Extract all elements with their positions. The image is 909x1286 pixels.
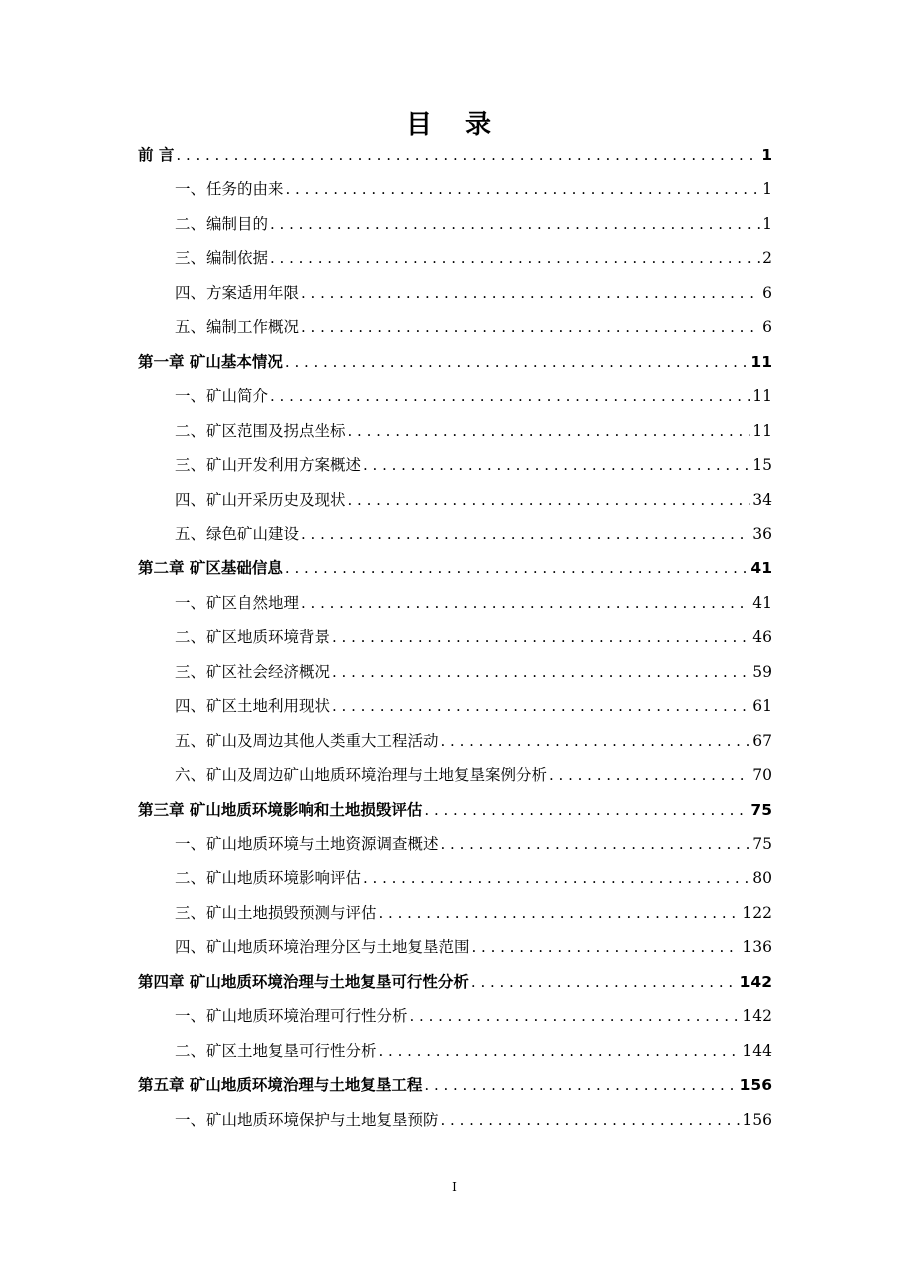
dot-leader [332,624,750,650]
toc-entry-page-number: 36 [752,524,772,543]
toc-entry-label: 二、编制目的 [175,214,269,233]
toc-section-entry[interactable] [175,452,772,478]
toc-entry-label: 第二章 矿区基础信息 [138,559,283,578]
dot-leader [441,1107,741,1133]
toc-section-entry[interactable] [175,900,772,926]
toc-chapter-entry[interactable] [138,1072,772,1098]
toc-section-entry[interactable] [175,280,772,306]
toc-entry-page-number: 11 [752,387,772,406]
toc-entry-label: 二、矿区地质环境背景 [175,628,331,647]
toc-entry-page-number: 11 [750,352,772,371]
dot-leader [441,728,751,754]
toc-section-entry[interactable] [175,245,772,271]
toc-entry-page-number: 142 [739,972,772,991]
toc-chapter-entry[interactable] [138,142,772,168]
toc-entry-label: 一、矿山简介 [175,387,269,406]
toc-entry-page-number: 156 [739,1076,772,1095]
toc-section-entry[interactable] [175,659,772,685]
toc-section-entry[interactable] [175,590,772,616]
toc-entry-page-number: 6 [762,283,772,302]
toc-entry-page-number: 70 [752,766,772,785]
dot-leader [424,1072,737,1098]
toc-entry-page-number: 46 [752,628,772,647]
toc-entry-label: 三、矿山土地损毁预测与评估 [175,903,377,922]
toc-entry-page-number: 1 [762,180,772,199]
toc-entry-page-number: 80 [752,869,772,888]
toc-section-entry[interactable] [175,521,772,547]
toc-entry-page-number: 41 [750,559,772,578]
toc-entry-page-number: 75 [752,835,772,853]
toc-section-entry[interactable] [175,1003,772,1029]
toc-entry-label: 四、矿区土地利用现状 [175,697,331,716]
toc-entry-page-number: 6 [762,318,772,337]
toc-entry-label: 五、绿色矿山建设 [175,524,300,543]
toc-entry-label: 一、矿山地质环境保护与土地复垦预防 [175,1110,439,1129]
toc-entry-page-number: 1 [762,214,772,233]
toc-section-entry[interactable] [175,1038,772,1064]
toc-chapter-entry[interactable] [138,969,772,995]
dot-leader [410,1003,741,1029]
toc-entry-page-number: 41 [752,593,772,612]
toc-entry-page-number: 59 [752,662,772,681]
dot-leader [270,383,750,409]
toc-section-entry[interactable] [175,934,772,960]
page-number: I [452,1180,457,1194]
toc-chapter-entry[interactable] [138,797,772,823]
toc-section-entry[interactable] [175,211,772,237]
toc-entry-label: 一、矿山地质环境与土地资源调查概述 [175,835,439,853]
toc-section-entry[interactable] [175,831,772,857]
dot-leader [424,797,748,823]
dot-leader [363,865,750,891]
toc-entry-label: 第五章 矿山地质环境治理与土地复垦工程 [138,1076,423,1095]
toc-entry-label: 二、矿区土地复垦可行性分析 [175,1041,377,1060]
dot-leader [472,934,741,960]
dot-leader [176,142,759,168]
toc-entry-page-number: 144 [742,1041,772,1060]
dot-leader [301,590,750,616]
toc-entry-label: 一、任务的由来 [175,180,284,199]
dot-leader [379,1038,741,1064]
toc-entry-label: 三、矿区社会经济概况 [175,662,331,681]
toc-entry-page-number: 142 [742,1007,772,1026]
toc-entry-page-number: 1 [761,146,772,164]
toc-entry-label: 六、矿山及周边矿山地质环境治理与土地复垦案例分析 [175,766,548,785]
dot-leader [301,314,760,340]
toc-entry-page-number: 34 [752,490,772,509]
toc-entry-label: 二、矿区范围及拐点坐标 [175,421,346,440]
toc-entry-page-number: 136 [742,938,772,957]
toc-entry-page-number: 15 [752,456,772,475]
toc-entry-page-number: 2 [762,249,772,268]
dot-leader [549,762,750,788]
dot-leader [363,452,750,478]
toc-entry-label: 五、矿山及周边其他人类重大工程活动 [175,731,439,750]
dot-leader [270,245,760,271]
toc-entry-page-number: 75 [750,800,772,819]
toc-entry-label: 第三章 矿山地质环境影响和土地损毁评估 [138,800,423,819]
toc-entry-page-number: 156 [742,1110,772,1129]
toc-entry-label: 第四章 矿山地质环境治理与土地复垦可行性分析 [138,972,469,991]
toc-entry-page-number: 11 [752,421,772,440]
toc-entry-label: 前 言 [138,146,175,164]
toc-entry-label: 一、矿区自然地理 [175,593,300,612]
dot-leader [441,831,751,857]
dot-leader [348,487,751,513]
dot-leader [332,693,750,719]
toc-section-entry[interactable] [175,865,772,891]
toc-entry-page-number: 61 [752,697,772,716]
toc-section-entry[interactable] [175,383,772,409]
toc-section-entry[interactable] [175,418,772,444]
dot-leader [332,659,750,685]
toc-chapter-entry[interactable] [138,555,772,581]
toc-entry-label: 一、矿山地质环境治理可行性分析 [175,1007,408,1026]
dot-leader [286,176,761,202]
toc-entry-label: 五、编制工作概况 [175,318,300,337]
toc-section-entry[interactable] [175,487,772,513]
toc-section-entry[interactable] [175,176,772,202]
toc-entry-label: 二、矿山地质环境影响评估 [175,869,362,888]
dot-leader [301,280,760,306]
toc-section-entry[interactable] [175,624,772,650]
page-title: 目 录 [405,110,504,140]
toc-entry-label: 三、矿山开发利用方案概述 [175,456,362,475]
toc-entry-label: 第一章 矿山基本情况 [138,352,283,371]
toc-chapter-entry[interactable] [138,349,772,375]
dot-leader [348,418,751,444]
toc-section-entry[interactable] [175,728,772,754]
toc-section-entry[interactable] [175,314,772,340]
toc-entry-label: 四、矿山地质环境治理分区与土地复垦范围 [175,938,470,957]
dot-leader [285,555,749,581]
toc-entry-label: 三、编制依据 [175,249,269,268]
dot-leader [301,521,750,547]
toc-entry-page-number: 122 [742,903,772,922]
dot-leader [270,211,760,237]
dot-leader [285,349,749,375]
toc-section-entry[interactable] [175,762,772,788]
toc-entry-page-number: 67 [752,731,772,750]
dot-leader [379,900,741,926]
toc-entry-label: 四、矿山开采历史及现状 [175,490,346,509]
toc-section-entry[interactable] [175,693,772,719]
dot-leader [471,969,738,995]
toc-entry-label: 四、方案适用年限 [175,283,300,302]
toc-section-entry[interactable] [175,1107,772,1133]
